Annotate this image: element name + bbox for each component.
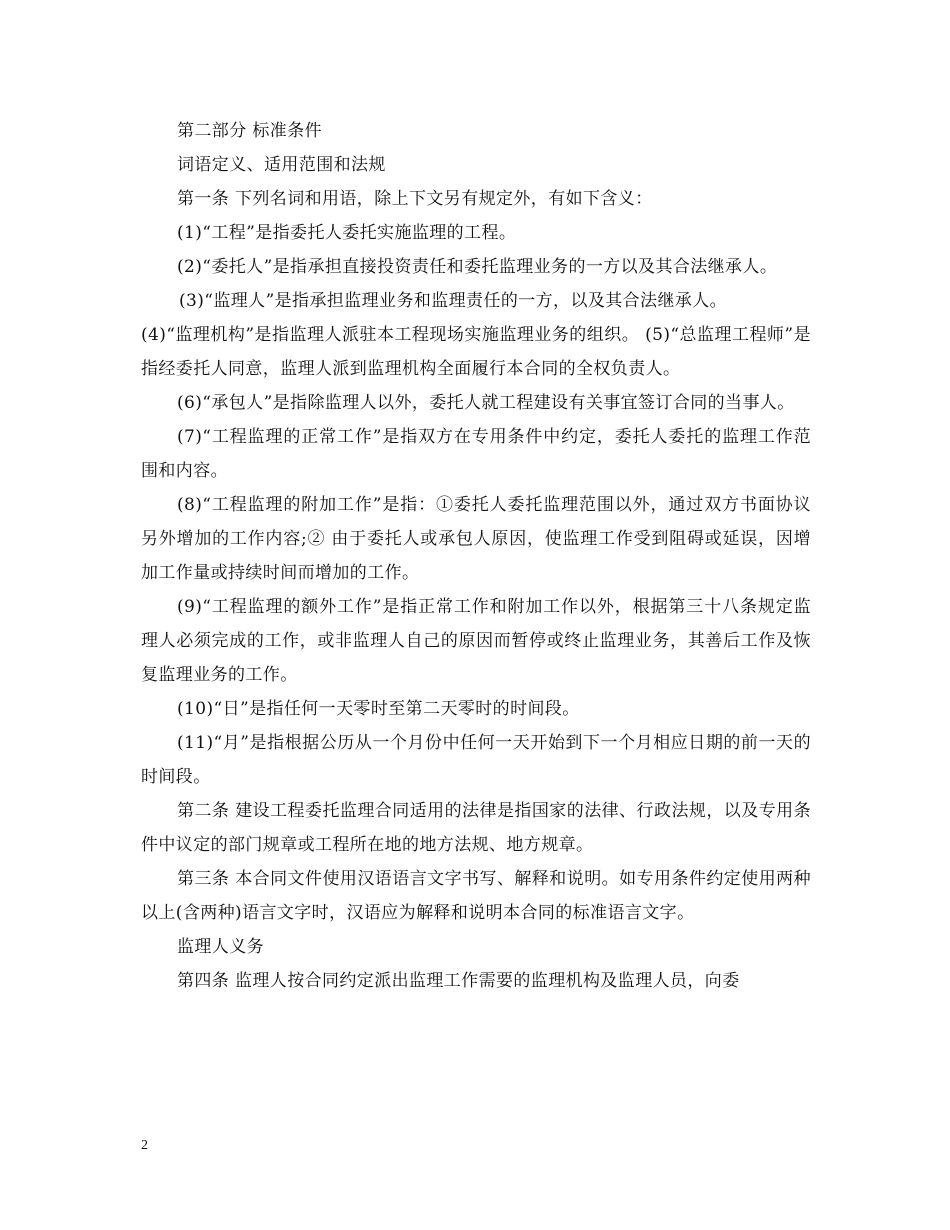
article-4-paragraph: 第四条 监理人按合同约定派出监理工作需要的监理机构及监理人员，向委 xyxy=(177,971,740,991)
article-2-paragraph: 第二条 建设工程委托监理合同适用的法律是指国家的法律、行政法规，以及专用条件中议定的部门规章或工程所在地的地方法规、地方规章。 xyxy=(141,801,811,855)
definition-4-5-paragraph: (4)“监理机构”是指监理人派驻本工程现场实施监理业务的组织。 (5)“总监理工程师”是指经委托人同意，监理人派到监理机构全面履行本合同的全权负责人。 xyxy=(141,325,811,379)
subsection-heading: 词语定义、适用范围和法规 xyxy=(177,155,386,175)
section-heading: 第二部分 标准条件 xyxy=(177,121,323,141)
definition-7-paragraph: (7)“工程监理的正常工作”是指双方在专用条件中约定，委托人委托的监理工作范围和内容。 xyxy=(141,427,811,481)
definition-11-paragraph: (11)“月”是指根据公历从一个月份中任何一天开始到下一个月相应日期的前一天的时间段。 xyxy=(141,733,811,787)
definition-2-paragraph: (2)“委托人”是指承担直接投资责任和委托监理业务的一方以及其合法继承人。 xyxy=(177,257,778,277)
article-1-paragraph: 第一条 下列名词和用语，除上下文另有规定外，有如下含义： xyxy=(177,189,653,209)
definition-3-paragraph: (3)“监理人”是指承担监理业务和监理责任的一方，以及其合法继承人。 xyxy=(179,291,728,311)
document-body xyxy=(141,114,811,998)
definition-10-paragraph: (10)“日”是指任何一天零时至第二天零时的时间段。 xyxy=(177,699,580,719)
article-3-paragraph: 第三条 本合同文件使用汉语语言文字书写、解释和说明。如专用条件约定使用两种以上(含两种)语言文字时，汉语应为解释和说明本合同的标准语言文字。 xyxy=(141,869,811,923)
definition-6-paragraph: (6)“承包人”是指除监理人以外，委托人就工程建设有关事宜签订合同的当事人。 xyxy=(177,393,795,413)
definition-8-paragraph: (8)“工程监理的附加工作”是指：①委托人委托监理范围以外，通过双方书面协议另外增加的工作内容;② 由于委托人或承包人原因，使监理工作受到阻碍或延误，因增加工作量或持续时间而增加的工作。 xyxy=(141,495,811,583)
obligations-heading: 监理人义务 xyxy=(177,937,264,957)
definition-9-paragraph: (9)“工程监理的额外工作”是指正常工作和附加工作以外，根据第三十八条规定监理人必须完成的工作，或非监理人自己的原因而暂停或终止监理业务，其善后工作及恢复监理业务的工作。 xyxy=(141,597,811,685)
definition-1-paragraph: (1)“工程”是指委托人委托实施监理的工程。 xyxy=(177,223,517,243)
page-number: 2 xyxy=(141,1138,148,1153)
